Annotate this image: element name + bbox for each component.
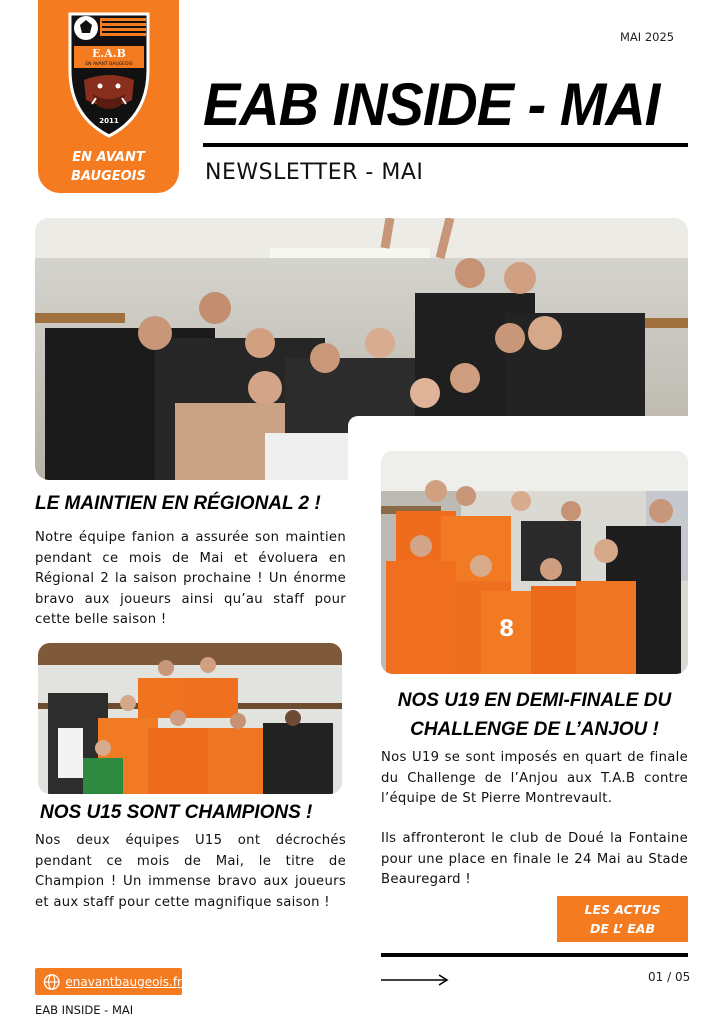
article-body-u19-paragraph1: Nos U19 se sont imposés en quart de finale du Challenge de l’Anjou aux T.A.B contre l’équipe de St Pierre Montrevault. — [381, 750, 688, 806]
article-heading-maintien: LE MAINTIEN EN RÉGIONAL 2 ! — [35, 493, 321, 514]
article-heading-u19-line1: NOS U19 EN DEMI-FINALE DU — [397, 690, 672, 711]
footer-label: EAB INSIDE - MAI — [35, 1003, 134, 1017]
svg-text:2011: 2011 — [99, 117, 119, 125]
club-name — [38, 148, 179, 186]
article-heading-u19-line2: CHALLENGE DE L’ANJOU ! — [410, 719, 659, 740]
club-crest-logo — [62, 8, 156, 140]
article-heading-u19 — [381, 686, 688, 744]
logo-tab — [38, 0, 179, 193]
actus-eab-button[interactable] — [557, 896, 688, 942]
actus-button-line1: LES ACTUS — [584, 902, 661, 917]
actus-button-line2: DE L’ EAB — [590, 921, 655, 936]
svg-text:8: 8 — [499, 617, 515, 642]
u15-team-photo — [38, 643, 342, 794]
footer-divider — [381, 953, 688, 957]
issue-date: MAI 2025 — [620, 30, 675, 44]
page-subtitle: NEWSLETTER - MAI — [205, 160, 424, 185]
u19-team-photo — [381, 451, 688, 674]
club-name-line1: EN AVANT — [72, 150, 145, 165]
arrow-right-icon[interactable] — [381, 973, 451, 987]
svg-text:EN AVANT BAUGEOIS: EN AVANT BAUGEOIS — [85, 62, 133, 67]
club-name-line2: BAUGEOIS — [71, 169, 146, 184]
page-title: EAB INSIDE - MAI — [203, 71, 660, 138]
article-heading-u15: NOS U15 SONT CHAMPIONS ! — [40, 802, 313, 823]
article-body-u19-paragraph2: Ils affronteront le club de Doué la Fontaine pour une place en finale le 24 Mai au Stade Beauregard ! — [381, 831, 688, 887]
title-divider — [203, 143, 688, 147]
article-body-maintien: Notre équipe fanion a assurée son maintien pendant ce mois de Mai et évoluera en Régional 2 la saison prochaine ! Un énorme bravo aux joueurs ainsi qu’au staff pour cette belle saison ! — [35, 530, 346, 627]
website-link[interactable]: enavantbaugeois.fr — [65, 974, 182, 989]
article-body-u15: Nos deux équipes U15 ont décrochés pendant ce mois de Mai, le titre de Champion ! Un immense bravo aux joueurs et aux staff pour cette magnifique saison ! — [35, 833, 346, 910]
svg-text:E.A.B: E.A.B — [92, 47, 126, 60]
globe-icon — [43, 973, 60, 991]
page-number: 01 / 05 — [648, 970, 691, 984]
website-link-button[interactable] — [35, 968, 182, 995]
